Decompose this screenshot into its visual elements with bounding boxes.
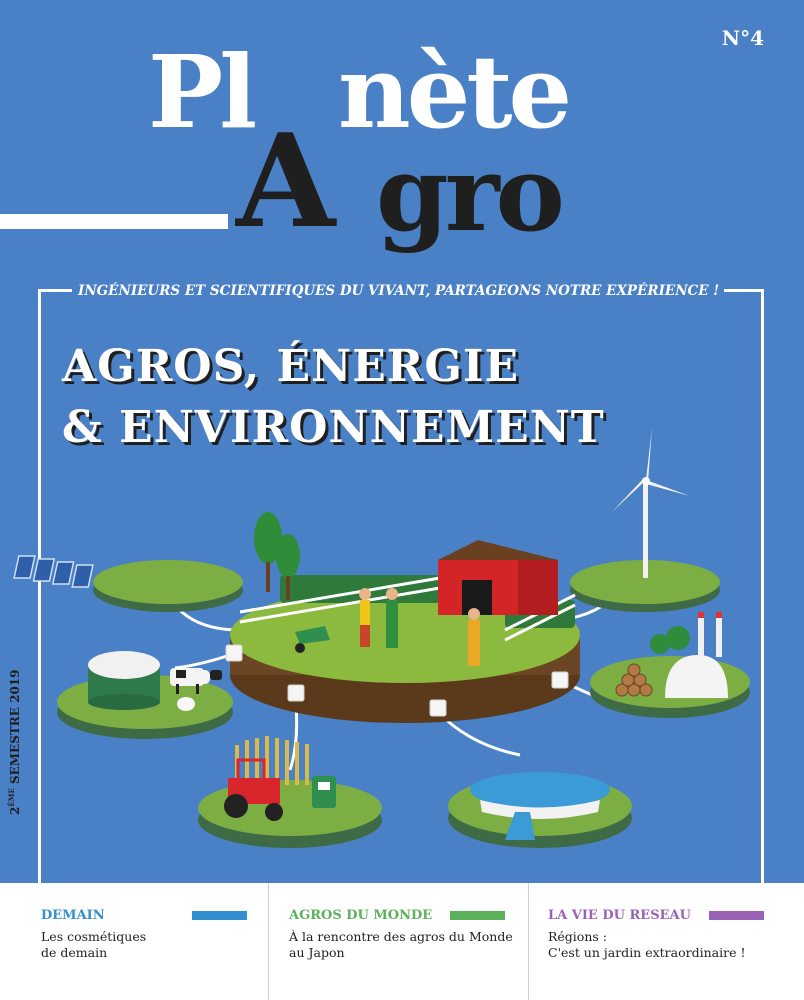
semester-superscript: ÈME [7,788,16,807]
teaser-agros-du-monde[interactable] [269,883,528,1000]
teaser-demain[interactable] [0,883,268,1000]
teaser-text-line: À la rencontre des agros du Monde [289,929,513,944]
barn [438,540,558,615]
logo-part-pl: Pl [148,33,254,151]
solar-island [14,556,243,612]
semester-number: 2 [8,806,22,815]
teaser-accent-bar [709,911,764,920]
central-farm-island [230,512,580,723]
dam-island [448,772,632,848]
tagline: INGÉNIEURS ET SCIENTIFIQUES DU VIVANT, PARTAGEONS NOTRE EXPÉRIENCE ! [78,283,720,299]
factory-island [590,612,750,718]
headline-line-2: & ENVIRONNEMENT [62,402,605,453]
teaser-accent-bar [192,911,247,920]
logo-part-a: A [236,107,332,257]
teaser-text [548,929,745,961]
teaser-text-line: Les cosmétiques [41,929,147,944]
teaser-title: LA VIE DU RESEAU [548,908,691,923]
teaser-text-line: C'est un jardin extraordinaire ! [548,945,746,960]
issue-number: N°4 [721,26,764,50]
teaser-accent-bar [450,911,505,920]
wind-island [570,428,720,612]
semester-text: SEMESTRE 2019 [8,669,22,789]
semester-label [7,670,22,816]
teaser-text-line: Régions : [548,929,607,944]
teaser-text [289,929,513,961]
teaser-title: DEMAIN [41,908,105,923]
teaser-text-line: de demain [41,945,108,960]
logo-part-nete: nète [338,33,569,151]
farm-tractor-island [198,736,382,848]
teaser-title: AGROS DU MONDE [289,908,433,923]
teaser-text-line: au Japon [289,945,345,960]
headline-line-1: AGROS, ÉNERGIE [62,341,520,392]
teaser-la-vie-du-reseau[interactable] [529,883,804,1000]
teaser-text [41,929,146,961]
biogas-island [57,651,233,739]
footer-teasers [0,883,804,1000]
logo-part-gro: gro [376,132,561,255]
